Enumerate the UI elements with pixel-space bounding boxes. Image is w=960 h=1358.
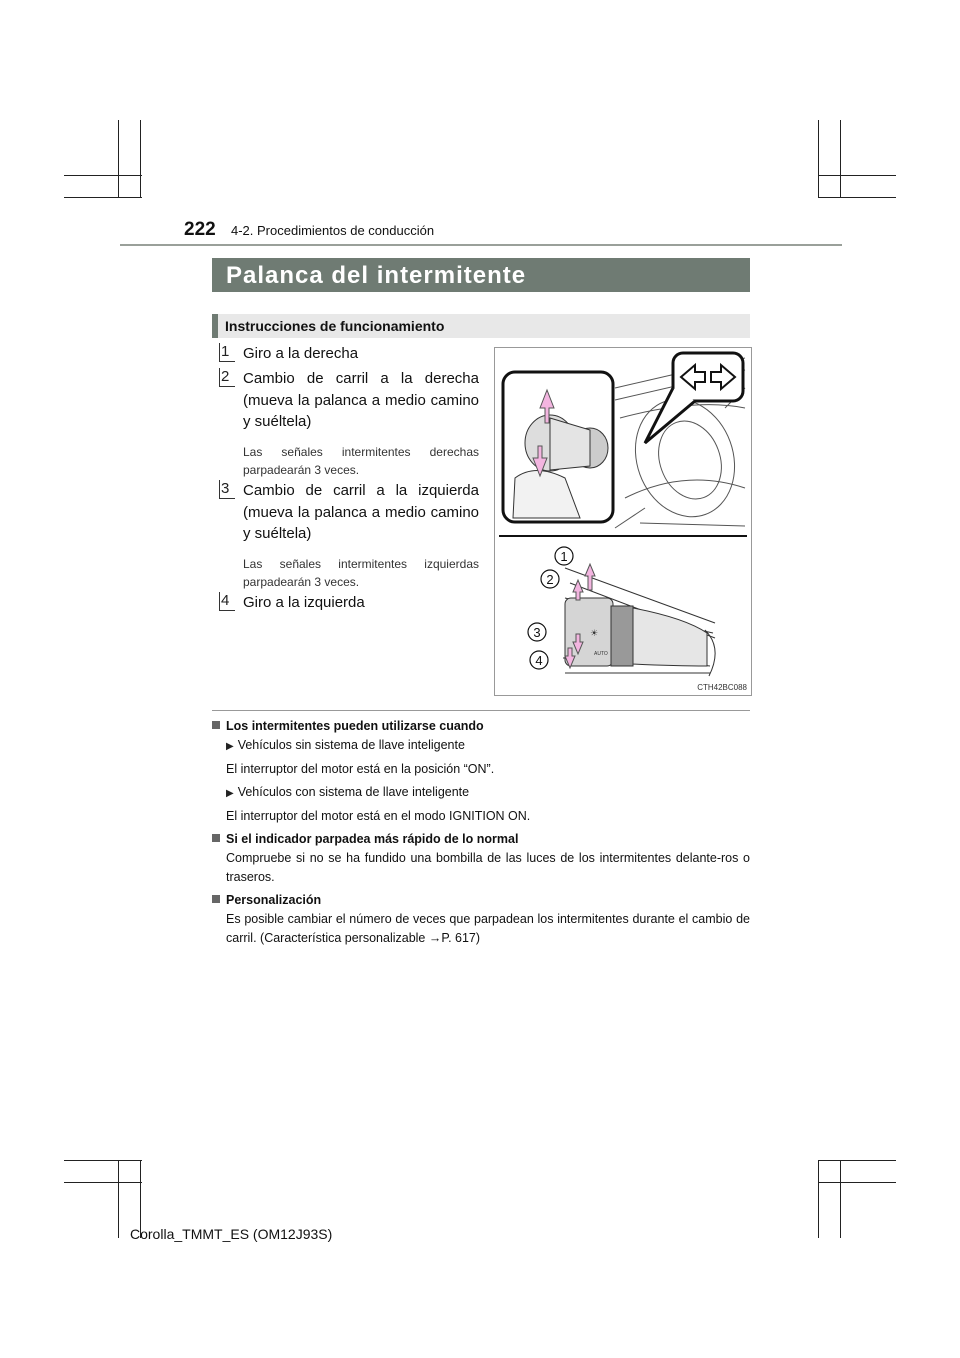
turn-signal-illustration bbox=[495, 348, 751, 695]
step-number: 2 bbox=[219, 368, 235, 387]
crop-mark bbox=[818, 175, 896, 176]
subheading-accent bbox=[212, 314, 218, 338]
step-number: 4 bbox=[219, 592, 235, 611]
crop-mark bbox=[140, 120, 141, 198]
crop-mark bbox=[818, 1160, 819, 1238]
triangle-bullet-icon: ▶ bbox=[226, 788, 234, 799]
turn-signal-figure bbox=[494, 347, 752, 696]
step-item bbox=[219, 480, 479, 591]
note-paragraph: El interruptor del motor está en el modo IGNITION ON. bbox=[226, 809, 531, 823]
subheading: Instrucciones de funcionamiento bbox=[225, 318, 445, 334]
step-text: Cambio de carril a la izquierda (mueva la palanca a medio camino y suéltela) bbox=[243, 482, 479, 542]
header-divider bbox=[120, 244, 842, 246]
turn-arrows-icon bbox=[645, 353, 743, 443]
note-heading bbox=[212, 832, 750, 846]
crop-mark bbox=[840, 120, 841, 198]
step-item bbox=[219, 368, 479, 479]
crop-mark bbox=[64, 1160, 142, 1161]
crop-mark bbox=[818, 1160, 896, 1161]
note-paragraph: Compruebe si no se ha fundido una bombilla de las luces de los intermitentes delante-ros o traseros. bbox=[226, 851, 750, 884]
section-title: 4-2. Procedimientos de conducción bbox=[231, 223, 435, 238]
square-bullet-icon bbox=[212, 895, 220, 903]
crop-mark bbox=[818, 1182, 896, 1183]
step-note: Las señales intermitentes izquierdas parpadearán 3 veces. bbox=[243, 556, 479, 589]
step-text: Cambio de carril a la derecha (mueva la palanca a medio camino y suéltela) bbox=[243, 370, 479, 430]
subheading-bar bbox=[212, 314, 750, 338]
note-heading bbox=[212, 893, 750, 907]
step-text: Giro a la derecha bbox=[243, 345, 359, 362]
note-paragraph: El interruptor del motor está en la posición “ON”. bbox=[226, 762, 495, 776]
note-heading bbox=[212, 719, 750, 733]
crop-mark bbox=[118, 1160, 119, 1238]
note-bullet bbox=[226, 783, 750, 803]
notes-divider bbox=[212, 710, 750, 711]
crop-mark bbox=[64, 197, 142, 198]
auto-label: AUTO bbox=[594, 651, 608, 657]
callout-4: 4 bbox=[535, 653, 543, 668]
triangle-bullet-icon: ▶ bbox=[226, 741, 234, 752]
sun-icon: ☀ bbox=[590, 629, 599, 639]
page-number: 222 bbox=[184, 219, 216, 240]
crop-mark bbox=[64, 175, 142, 176]
figure-code: CTH42BC088 bbox=[697, 683, 747, 692]
callout-3: 3 bbox=[533, 625, 541, 640]
footer-text: Corolla_TMMT_ES (OM12J93S) bbox=[130, 1226, 333, 1242]
callout-1: 1 bbox=[560, 549, 568, 564]
square-bullet-icon bbox=[212, 721, 220, 729]
square-bullet-icon bbox=[212, 834, 220, 842]
step-item bbox=[219, 592, 479, 614]
step-number: 3 bbox=[219, 480, 235, 499]
crop-mark bbox=[818, 120, 819, 198]
crop-mark bbox=[818, 197, 896, 198]
step-text: Giro a la izquierda bbox=[243, 594, 365, 611]
step-number: 1 bbox=[219, 343, 235, 362]
step-note: Las señales intermitentes derechas parpadearán 3 veces. bbox=[243, 444, 479, 477]
arrow-up-icon bbox=[573, 580, 583, 600]
note-heading-text: Si el indicador parpadea más rápido de lo normal bbox=[226, 832, 519, 846]
arrow-up-icon bbox=[585, 564, 595, 590]
note-heading-text: Personalización bbox=[226, 893, 322, 907]
title-bar bbox=[212, 258, 750, 292]
note-heading-text: Los intermitentes pueden utilizarse cuando bbox=[226, 719, 484, 733]
step-item bbox=[219, 343, 479, 365]
note-bullet-text: Vehículos con sistema de llave inteligente bbox=[237, 785, 470, 799]
note-paragraph: Es posible cambiar el número de veces que parpadean los intermitentes durante el cambio de carril. (Característica personalizable →P. 617) bbox=[226, 912, 750, 945]
notes-section bbox=[212, 719, 750, 948]
page-title: Palanca del intermitente bbox=[226, 262, 527, 289]
callout-2: 2 bbox=[546, 572, 554, 587]
crop-mark bbox=[64, 1182, 142, 1183]
note-bullet bbox=[226, 736, 750, 756]
crop-mark bbox=[840, 1160, 841, 1238]
crop-mark bbox=[118, 120, 119, 198]
note-bullet-text: Vehículos sin sistema de llave inteligente bbox=[237, 738, 465, 752]
